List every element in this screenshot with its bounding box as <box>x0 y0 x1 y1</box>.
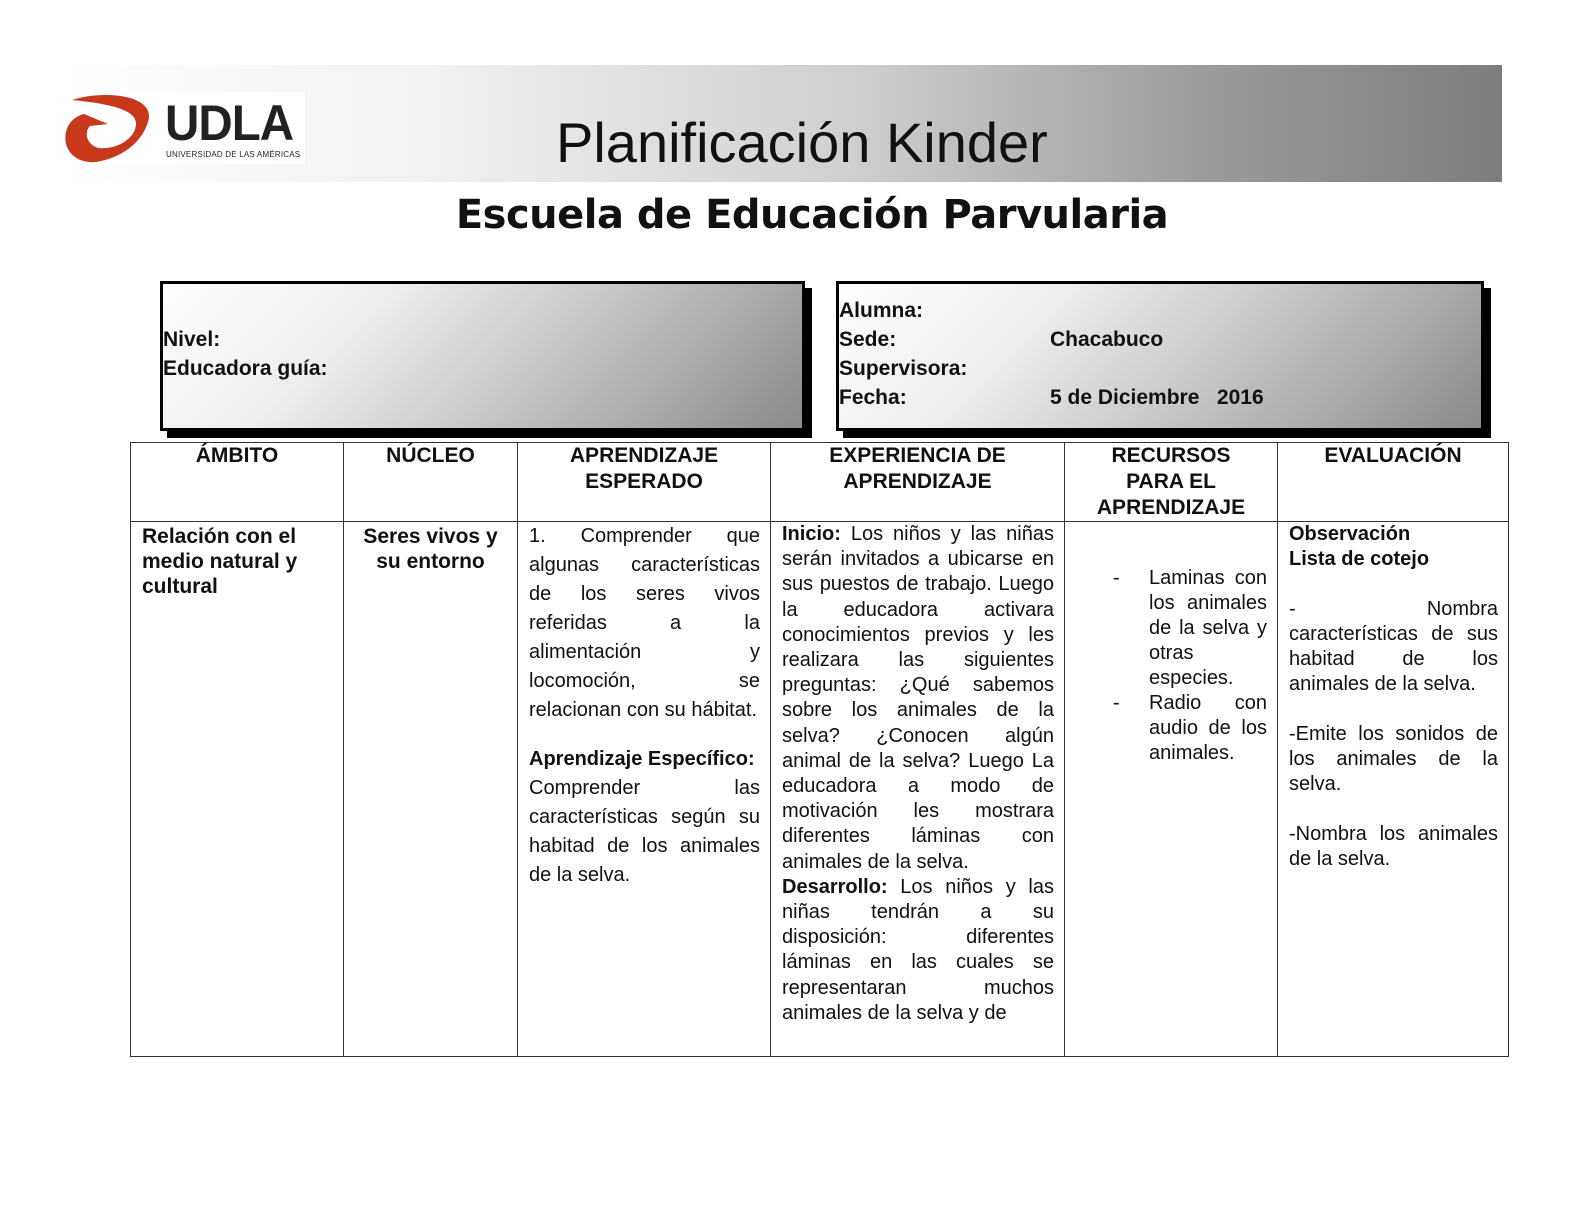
aprendizaje-especifico-label: Aprendizaje Específico: <box>529 748 755 770</box>
header-nucleo: NÚCLEO <box>344 443 518 522</box>
evaluacion-item: -Emite los sonidos de los animales de la selva. <box>1289 723 1498 795</box>
list-dash: - <box>1113 692 1120 714</box>
cell-evaluacion <box>1278 522 1509 1057</box>
desarrollo-label: Desarrollo: <box>782 875 888 898</box>
udla-logo <box>62 92 305 164</box>
table-header-row <box>131 443 1509 522</box>
aprendizaje-text: 1. Comprender que algunas características de los seres vivos referidas a la alimentación y locomoción, se relacionan con su hábitat. <box>529 525 760 721</box>
cell-nucleo: Seres vivos y su entorno <box>344 522 518 1057</box>
evaluacion-item: -Nombra los animales de la selva. <box>1289 823 1498 870</box>
desarrollo-paragraph <box>782 875 1054 1026</box>
logo-wordmark: UDLA <box>165 95 294 151</box>
header-ambito: ÁMBITO <box>131 443 344 522</box>
page-subtitle: Escuela de Educación Parvularia <box>455 192 1169 238</box>
evaluacion-title-observacion: Observación <box>1289 523 1411 545</box>
evaluacion-item: - Nombra características de sus habitad de los animales de la selva. <box>1289 598 1498 695</box>
cell-aprendizaje <box>518 522 771 1057</box>
header-aprendizaje: APRENDIZAJE ESPERADO <box>518 443 771 522</box>
page-title: Planificación Kinder <box>556 111 1048 174</box>
inicio-label: Inicio: <box>782 523 841 545</box>
sede-label: Sede: <box>839 328 897 351</box>
nivel-label: Nivel: <box>163 328 221 351</box>
sede-value: Chacabuco <box>1050 328 1164 351</box>
list-dash: - <box>1113 567 1120 589</box>
header-recursos: RECURSOS PARA EL APRENDIZAJE <box>1065 443 1278 522</box>
fecha-value: 5 de Diciembre 2016 <box>1050 386 1264 409</box>
inicio-text: Los niños y las niñas serán invitados a ubicarse en sus puestos de trabajo. Luego la educadora activara conocimientos previos y les realizara las siguientes preguntas: ¿Qué sabemos sobre los animales de la selva? ¿Conocen algún animal de la selva? Luego La educadora a modo de motivación les mostrara diferentes láminas con animales de la selva. <box>782 523 1054 873</box>
logo-swoosh-icon <box>62 92 162 164</box>
desarrollo-text: Los niños y las niñas tendrán a su disposición: diferentes láminas en las cuales se representaran muchos animales de la selva y de <box>782 875 1054 1024</box>
list-item <box>1075 566 1267 691</box>
logo-tagline: UNIVERSIDAD DE LAS AMÉRICAS <box>166 150 301 159</box>
aprendizaje-especifico-text: Comprender las características según su habitad de los animales de la selva. <box>529 777 760 886</box>
cell-ambito: Relación con el medio natural y cultural <box>131 522 344 1057</box>
cell-recursos <box>1065 522 1278 1057</box>
cell-experiencia <box>771 522 1065 1057</box>
alumna-label: Alumna: <box>839 299 923 322</box>
educadora-label: Educadora guía: <box>163 357 328 380</box>
planning-table <box>130 442 1509 1057</box>
supervisora-label: Supervisora: <box>839 357 968 380</box>
header-experiencia: EXPERIENCIA DE APRENDIZAJE <box>771 443 1065 522</box>
recurso-text: Laminas con los animales de la selva y otras especies. <box>1149 567 1267 689</box>
evaluacion-title-lista: Lista de cotejo <box>1289 548 1430 570</box>
list-item <box>1075 691 1267 766</box>
table-row <box>131 522 1509 1057</box>
fecha-label: Fecha: <box>839 386 907 409</box>
recurso-text: Radio con audio de los animales. <box>1149 692 1267 764</box>
info-panel-left <box>160 281 805 431</box>
inicio-paragraph <box>782 522 1054 875</box>
info-panel-right <box>836 281 1484 431</box>
header-evaluacion: EVALUACIÓN <box>1278 443 1509 522</box>
